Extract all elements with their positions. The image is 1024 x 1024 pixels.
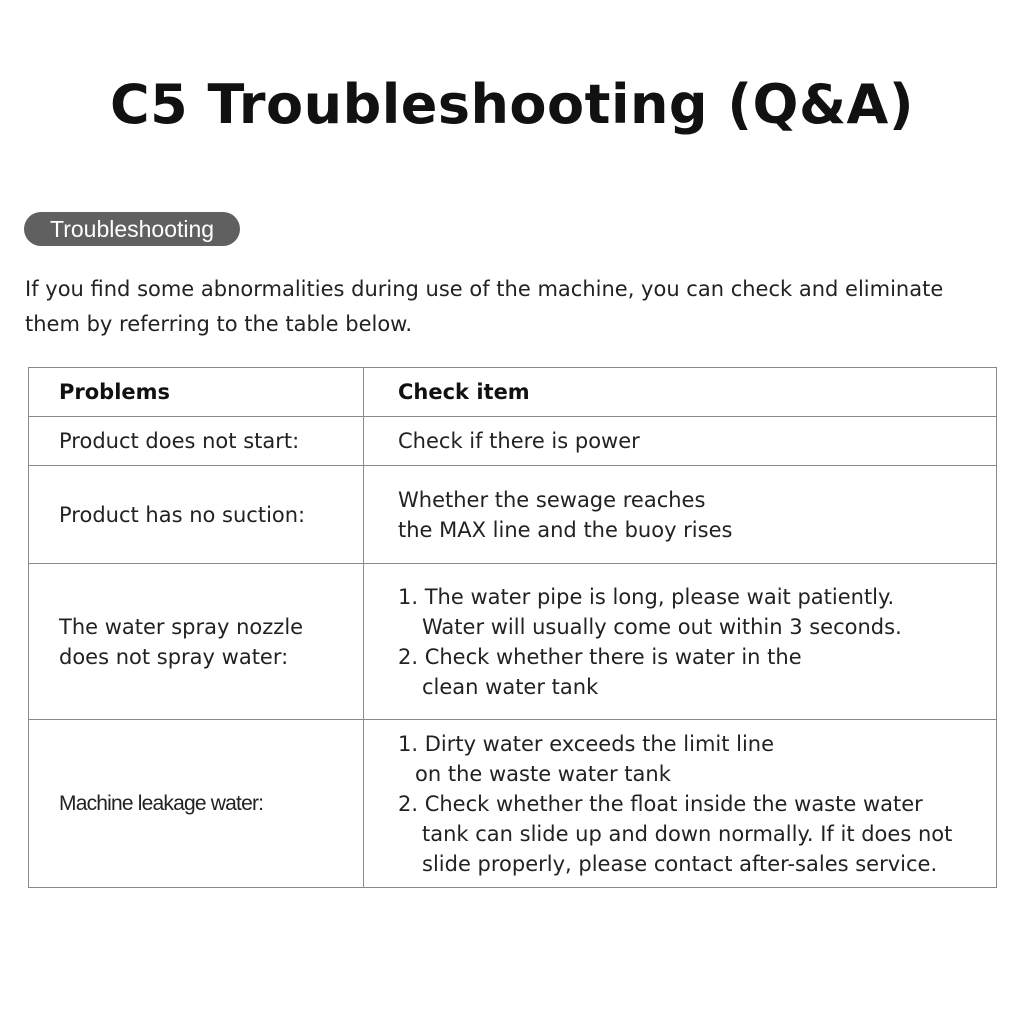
- problem-text: does not spray water:: [59, 644, 289, 669]
- header-check-item-label: Check item: [398, 380, 530, 404]
- check-text: on the waste water tank: [415, 761, 671, 786]
- problem-text: Product does not start:: [59, 429, 300, 453]
- check-cell: [364, 564, 997, 720]
- intro-line: If you find some abnormalities during use of the machine, you can check and eliminate: [25, 277, 944, 301]
- problem-cell: [29, 564, 364, 720]
- intro-paragraph: [25, 272, 1005, 342]
- check-cell: [364, 720, 997, 888]
- problem-text: Machine leakage water:: [59, 791, 264, 815]
- problem-text: Product has no suction:: [59, 502, 306, 527]
- check-text: Whether the sewage reaches: [398, 487, 706, 512]
- header-problems: [29, 368, 364, 417]
- check-text: slide properly, please contact after-sales service.: [422, 851, 938, 876]
- table-row: [29, 564, 997, 720]
- section-badge: Troubleshooting: [24, 212, 240, 246]
- problem-cell: [29, 720, 364, 888]
- check-text: 1. The water pipe is long, please wait patiently.: [398, 584, 895, 609]
- problem-cell: [29, 466, 364, 564]
- check-text: Water will usually come out within 3 seconds.: [422, 614, 902, 639]
- table-header-row: [29, 368, 997, 417]
- check-text: Check if there is power: [398, 429, 640, 453]
- check-text: tank can slide up and down normally. If it does not: [422, 821, 953, 846]
- table-row: [29, 466, 997, 564]
- check-cell: [364, 417, 997, 466]
- check-cell: [364, 466, 997, 564]
- page-title: C5 Troubleshooting (Q&A): [109, 73, 915, 136]
- check-text: 2. Check whether the float inside the waste water: [398, 791, 923, 816]
- check-text: 1. Dirty water exceeds the limit line: [398, 731, 775, 756]
- intro-line: them by referring to the table below.: [25, 312, 413, 336]
- header-problems-label: Problems: [59, 380, 171, 404]
- table-row: [29, 720, 997, 888]
- header-check-item: [364, 368, 997, 417]
- check-text: clean water tank: [422, 674, 599, 699]
- table-row: [29, 417, 997, 466]
- problem-cell: [29, 417, 364, 466]
- check-text: the MAX line and the buoy rises: [398, 517, 733, 542]
- check-text: 2. Check whether there is water in the: [398, 644, 802, 669]
- troubleshooting-table: [28, 367, 997, 888]
- problem-text: The water spray nozzle: [59, 614, 304, 639]
